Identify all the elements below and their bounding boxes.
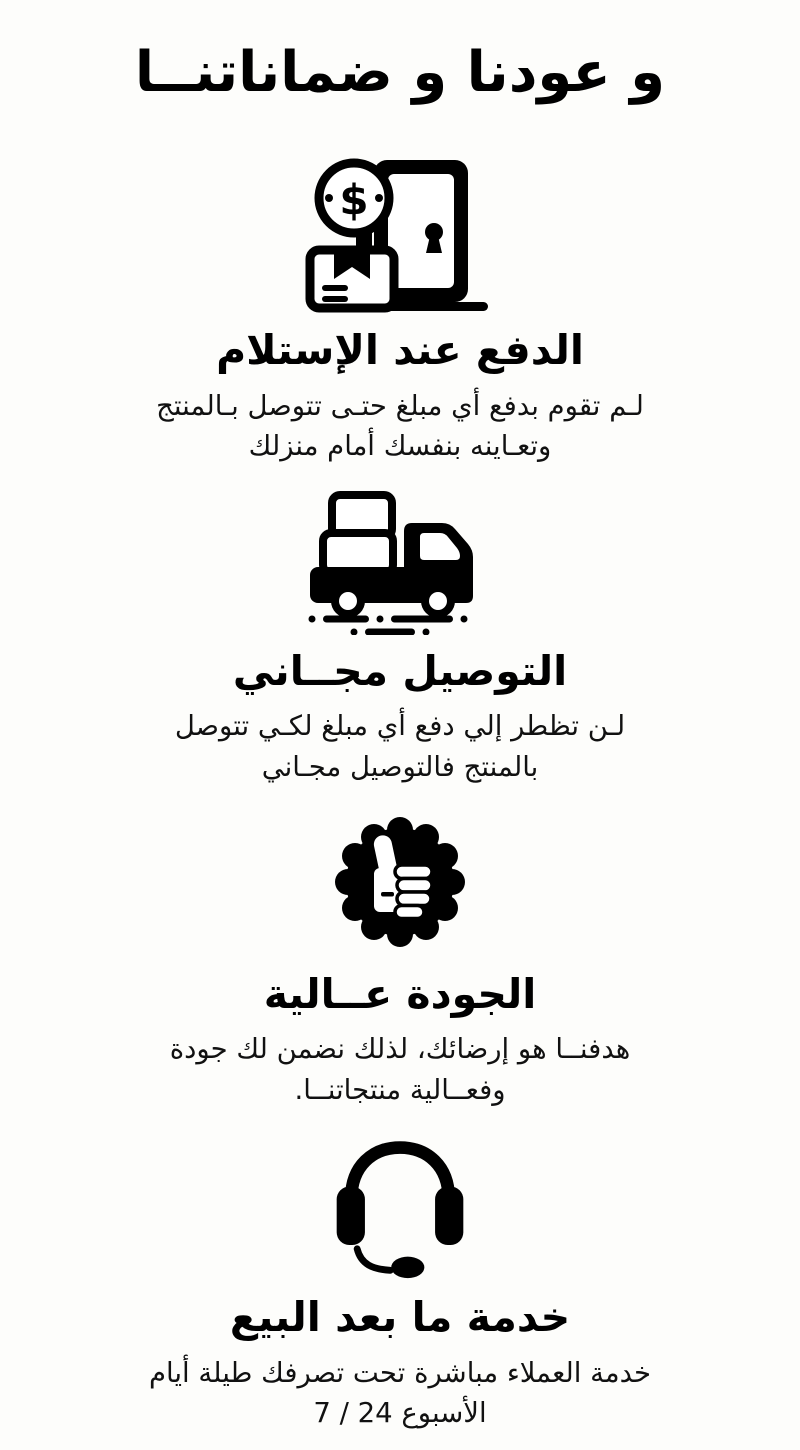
page-title: و عودنا و ضماناتنــا xyxy=(134,40,666,105)
section-description-line: خدمة العملاء مباشرة تحت تصرفك طيلة أيام xyxy=(148,1356,652,1389)
section-cash-on-delivery xyxy=(156,156,644,467)
section-description xyxy=(156,386,644,467)
section-description-line: الأسبوع 24 / 7 xyxy=(313,1397,487,1430)
section-description-line: بالمنتج فالتوصيل مجـاني xyxy=(261,751,539,784)
section-title: الدفع عند الإستلام xyxy=(216,326,584,375)
cash-on-delivery-icon xyxy=(298,156,503,314)
quality-badge-icon xyxy=(325,810,475,958)
section-description-line: وفعــالية منتجاتنــا. xyxy=(294,1073,506,1106)
delivery-truck-icon xyxy=(290,483,510,635)
section-description-line: لـم تقوم بدفع أي مبلغ حتـى تتوصل بـالمنتج xyxy=(156,389,644,422)
section-description xyxy=(175,706,625,787)
section-title: الجودة عــالية xyxy=(263,969,537,1018)
section-after-sales-service xyxy=(149,1130,651,1434)
section-description xyxy=(170,1029,631,1110)
section-free-delivery xyxy=(175,483,625,788)
section-description xyxy=(149,1353,651,1434)
section-title: خدمة ما بعد البيع xyxy=(229,1293,571,1342)
section-description-line: هدفنــا هو إرضائك، لذلك نضمن لك جودة xyxy=(169,1033,631,1066)
dollar-sign-glyph: $ xyxy=(338,175,369,225)
section-title: التوصيل مجــاني xyxy=(232,647,568,696)
section-description-line: لـن تظطر إلي دفع أي مبلغ لكـي تتوصل xyxy=(174,710,626,743)
section-description-line: وتعـاينه بنفسك أمام منزلك xyxy=(248,430,552,463)
headset-icon xyxy=(322,1130,478,1281)
section-high-quality xyxy=(170,810,631,1111)
